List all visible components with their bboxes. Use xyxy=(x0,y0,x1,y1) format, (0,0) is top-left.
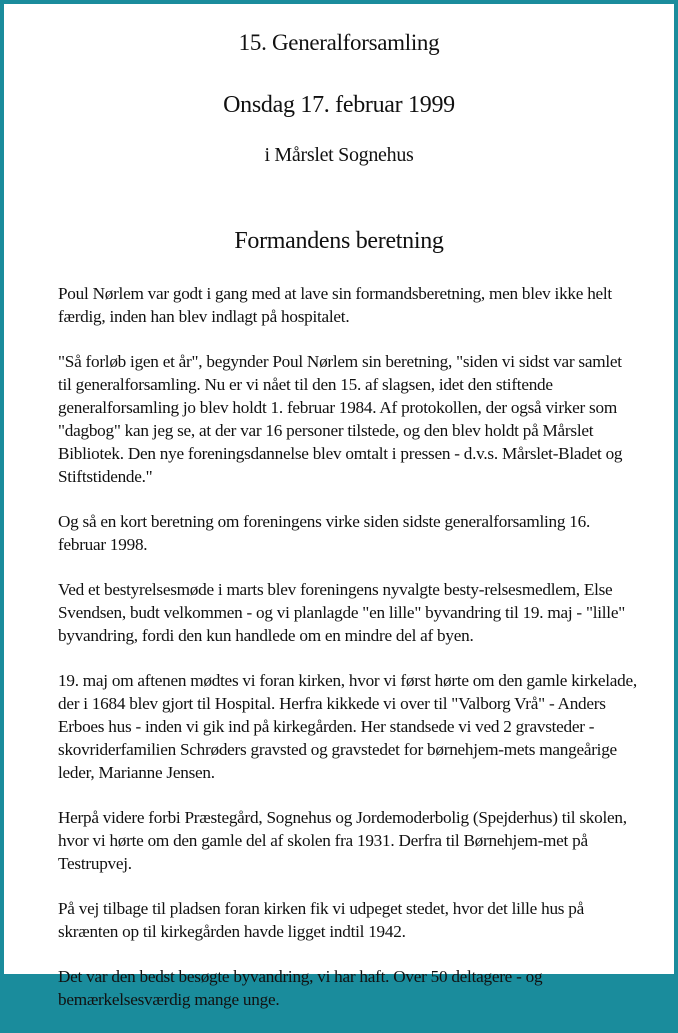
paragraph-walk: 19. maj om aftenen mødtes vi foran kirken, hvor vi først hørte om den gamle kirkelade, der i 1684 blev gjort til Hospital. Herfra kikkede vi over til "Valborg Vrå" - Anders Erboes hus - inden vi gik ind på kirkegården. Her standsede vi ved 2 gravsteder - skovriderfamilien Schrøders gravsted og gravstedet for børnehjem-mets mangeårige leder, Marianne Jensen. xyxy=(58,671,637,782)
paragraph-board-meeting: Ved et bestyrelsesmøde i marts blev foreningens nyvalgte besty-relsesmedlem, Else Svendsen, budt velkommen - og vi planlagde "en lille" byvandring til 19. maj - "lille" byvandring, fordi den kun handlede om en mindre del af byen. xyxy=(58,580,625,645)
report-body xyxy=(58,282,638,1033)
paragraph-return: På vej tilbage til pladsen foran kirken fik vi udpeget stedet, hvor det lille hus på skrænten op til kirkegården havde ligget indtil 1942. xyxy=(58,899,584,941)
paragraph-intro: Poul Nørlem var godt i gang med at lave sin formandsberetning, men blev ikke helt færdig, inden han blev indlagt på hospitalet. xyxy=(58,284,612,326)
meeting-location: i Mårslet Sognehus xyxy=(264,144,414,166)
section-title: Formandens beretning xyxy=(234,228,444,254)
document-title: 15. Generalforsamling xyxy=(238,30,440,55)
paragraph-route: Herpå videre forbi Præstegård, Sognehus og Jordemoderbolig (Spejderhus) til skolen, hvor vi hørte om den gamle del af skolen fra 1931. Derfra til Børnehjem-met på Testrupvej. xyxy=(58,808,627,873)
document-page xyxy=(4,4,674,1009)
paragraph-summary: Og så en kort beretning om foreningens virke siden sidste generalforsamling 16. februar 1998. xyxy=(58,512,591,554)
paragraph-quote: "Så forløb igen et år", begynder Poul Nørlem sin beretning, "siden vi sidst var samlet til generalforsamling. Nu er vi nået til den 15. af slagsen, idet den stiftende generalforsamling jo blev holdt 1. februar 1984. Af protokollen, der også virker som "dagbog" kan jeg se, at der var 16 personer tilstede, og den blev holdt på Mårslet Bibliotek. Den nye foreningsdannelse blev omtalt i pressen - d.v.s. Mårslet-Bladet og Stiftstidende." xyxy=(58,352,623,486)
meeting-date: Onsdag 17. februar 1999 xyxy=(223,92,455,118)
paragraph-conclusion: Det var den bedst besøgte byvandring, vi har haft. Over 50 deltagere - og bemærkelsesværdig mange unge. xyxy=(58,967,543,1009)
